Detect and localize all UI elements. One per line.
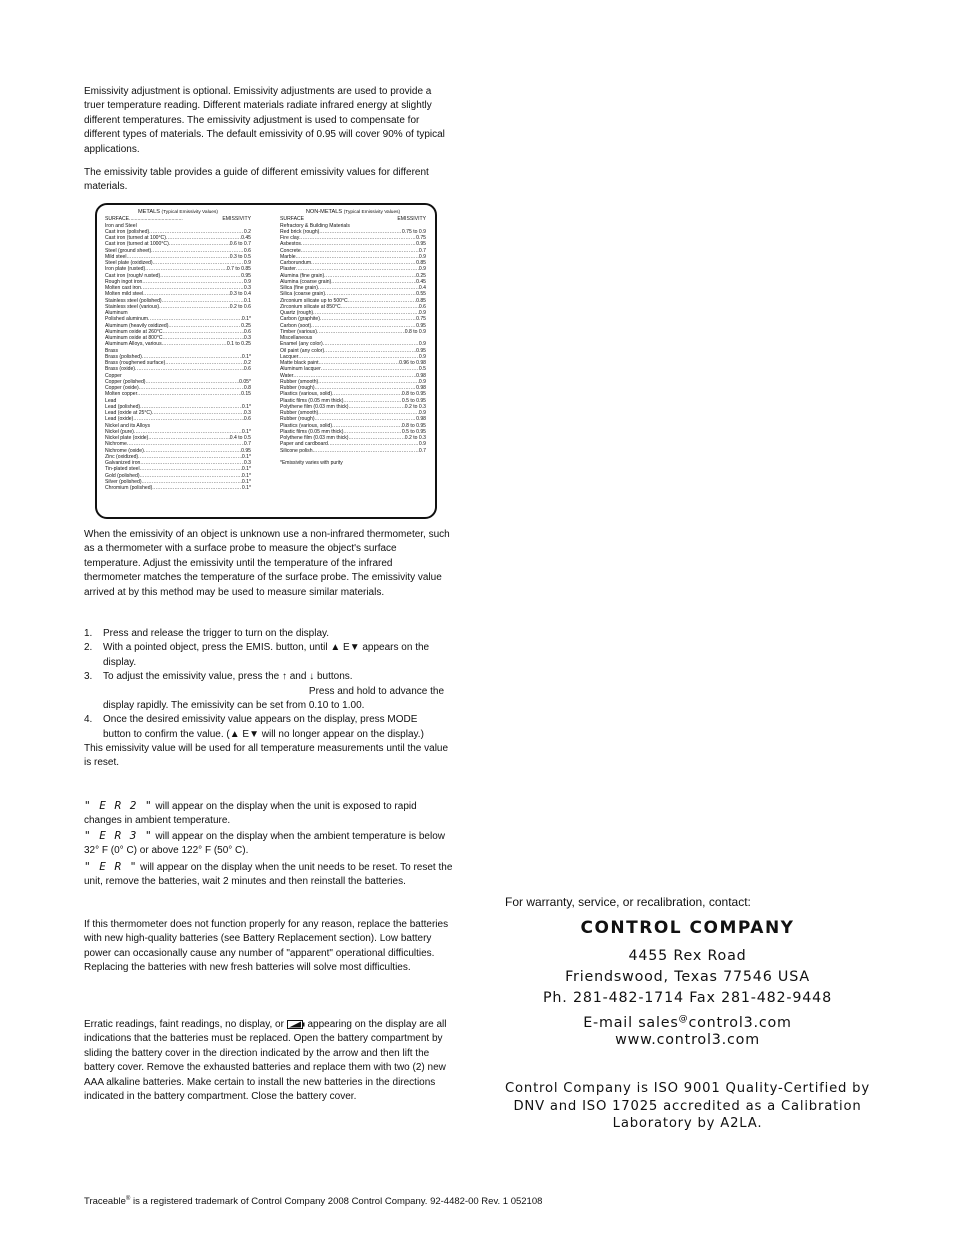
surface-name: Nickel (pure) [105,428,134,435]
error-code: " E R 2 " [84,799,153,812]
emissivity-value: 0.2 [243,360,251,366]
surface-name: Rough ingot iron [105,278,143,285]
leader-dots [137,391,241,397]
company-name: CONTROL COMPANY [580,918,795,938]
contact-heading: For warranty, service, or recalibration, contact: [505,895,751,909]
error-code: " E R " [84,860,138,873]
step-text: With a pointed object, press the EMIS. button, until [103,642,331,654]
surface-name: Lead (oxide at 25°C) [105,410,152,416]
emissivity-value: 0.9 [418,441,426,448]
surface-name: Stainless steel (polished) [105,297,162,304]
surface-name: Cast iron (polished) [105,228,150,235]
surface-name: Lacquer [280,353,299,360]
step-3 [84,670,444,713]
error-text: will appear on the display when the unit is exposed to rapid changes in ambient temperature. [84,801,417,827]
surface-name: Chromium (polished) [105,485,153,491]
emissivity-value: 0.9 [243,278,251,285]
step-text: To adjust the emissivity value, press the ↑ and ↓ buttons. [103,671,353,683]
surface-header: SURFACE...................................... [105,216,183,223]
emissivity-value: 0.1* [241,316,251,323]
table-group-heading: Nickel and its Alloys [105,422,151,429]
emissivity-value: 0.8 to 0.95 [401,391,426,398]
table-row [105,341,251,347]
surface-name: Silicone polish [280,447,313,454]
emissivity-value: 0.8 to 0.95 [401,422,426,429]
surface-name: Quartz (rough) [280,310,314,316]
surface-name: Molten cast iron [105,285,141,291]
surface-name: Carborundum [280,260,312,266]
error-er [84,860,454,890]
surface-name: Rubber (rough) [280,416,315,423]
emissivity-header: EMISSIVITY [222,216,251,223]
surface-name: Marble [280,253,296,260]
emissivity-value: 0.1* [241,453,251,460]
step-text: display rapidly. The emissivity can be set from 0.10 to 1.00. [103,700,365,712]
error-er3 [84,829,454,859]
emissivity-value: 0.95 [241,447,251,454]
emissivity-value: 0.9 [418,410,426,416]
emissivity-value: 0.4 to 0.5 [229,435,251,441]
emissivity-indicator-icon: ▲ E▼ [330,642,360,654]
surface-name: Tin-plated steel [105,466,140,473]
surface-name: Cast iron (turned at 100°C) [105,235,166,241]
metals-subtitle: (Typical Emissivity Values) [161,210,218,215]
surface-name: Nickel plate (oxide) [105,435,149,441]
email-domain: control3.com [688,1014,792,1031]
emissivity-value: 0.5 [418,366,426,373]
metals-rows [105,223,251,492]
surface-name: Molten copper [105,391,138,398]
emissivity-value: 0.98 [416,372,426,379]
surface-name: Aluminum Alloys, various [105,341,162,348]
surface-name: Stainless steel (various) [105,303,160,310]
leader-dots [159,304,230,310]
nonmetals-subtitle: (Typical Emissivity Values) [343,210,401,215]
address-line-1: 4455 Rex Road [628,948,747,964]
emissivity-value: 0.7 [418,247,426,254]
metals-column [105,209,251,491]
emissivity-value: 0.3 to 0.5 [229,253,251,260]
table-group-heading: Copper [105,372,122,379]
emissivity-value: 0.95 [241,272,251,279]
emissivity-value: 0.8 [243,385,251,391]
step-text: Press and hold to advance the [308,685,444,697]
emissivity-value: 0.9 [418,266,426,273]
emissivity-value: 0.85 [416,297,426,304]
emissivity-steps [84,627,444,742]
table-intro-paragraph: The emissivity table provides a guide of different emissivity values for different materials. [84,167,429,193]
surface-name: Plastic films (0.05 mm thick) [280,397,344,404]
surface-name: Zirconium silicate at 850°C [280,303,341,310]
emissivity-value: 0.15 [241,391,251,398]
emissivity-value: 0.3 to 0.4 [229,291,251,298]
step-number: 4. [84,714,93,726]
leader-dots [152,485,242,491]
surface-name: Rubber (rough) [280,385,315,391]
surface-name: Plaster [280,266,296,273]
emissivity-value: 0.25 [416,272,426,279]
surface-name: Asbestos [280,241,301,248]
surface-name: Concrete [280,247,301,254]
error-code: " E R 3 " [84,829,153,842]
emissivity-value: 0.95 [416,241,426,248]
surface-name: Alumina (coarse grain) [280,278,332,285]
phone-fax: Ph. 281-482-1714 Fax 281-482-9448 [543,990,832,1006]
surface-name: Zirconium silicate up to 500°C [280,297,348,304]
registered-mark: ® [125,1196,131,1202]
emissivity-value: 0.1 [243,297,251,304]
footer [84,1196,542,1207]
surface-name: Copper (oxide) [105,385,139,391]
nonmetals-heading [280,209,426,216]
emissivity-indicator-icon: ▲ E▼ [229,728,259,740]
address-line-2: Friendswood, Texas 77546 USA [565,969,810,985]
surface-name: Zinc (oxidized) [105,453,139,460]
emissivity-value: 0.3 [243,335,251,341]
metals-heading [105,209,251,216]
emissivity-value: 0.95 [416,347,426,354]
battery-paragraph [84,1018,450,1104]
step-text: Once the desired emissivity value appears on the display, press MODE button to confirm the value. ( [103,714,418,740]
table-group-heading: Miscellaneous [280,335,313,341]
surface-name: Silica (coarse grain) [280,291,326,298]
step-2 [84,641,444,670]
surface-name: Aluminum oxide at 800°C [105,335,163,341]
step-text: will no longer appear on the display.) [258,728,424,740]
surface-name: Copper (polished) [105,378,146,385]
surface-name: Steel (ground sheet) [105,247,152,254]
surface-name: Nichrome (oxide) [105,447,144,454]
surface-name: Gold (polished) [105,472,140,479]
metals-title: METALS [138,209,160,215]
error-text: will appear on the display when the ambient temperature is below 32° F (0° C) or above 122° F (50° C). [84,831,445,857]
surface-name: Plastic films (0.05 mm thick) [280,428,344,435]
surface-name: Lead (oxide) [105,416,134,423]
emissivity-value: 0.4 [418,285,426,291]
nonmetals-rows [280,223,426,454]
leader-dots [162,341,227,347]
surface-name: Polythene film (0.03 mm thick) [280,403,349,410]
surface-name: Matte black paint [280,360,319,366]
emissivity-value: 0.9 [243,260,251,266]
surface-name: Water [280,372,294,379]
table-group-heading: Refractory & Building Materials [280,222,350,229]
emissivity-value: 0.6 [243,247,251,254]
surface-name: Iron plate (rusted) [105,266,146,273]
surface-name: Enamel (any color) [280,341,323,348]
surface-name: Galvanized iron [105,460,141,466]
emissivity-value: 0.2 [243,228,251,235]
emissivity-value: 0.5 to 0.95 [401,428,426,435]
emissivity-value: 0.9 [418,353,426,360]
emissivity-value: 0.75 to 0.9 [401,228,426,235]
surface-name: Oil paint (any color) [280,347,325,354]
steps-after-paragraph: This emissivity value will be used for all temperature measurements until the value is reset. [84,743,449,769]
unknown-emissivity-paragraph: When the emissivity of an object is unknown use a non-infrared thermometer, such as a thermometer with a surface probe to measure the object's surface temperature. Adjust the emissivity until the temperature of the infrared thermometer matches the temperature of the surface probe. The emissivity value arrived at by this method may be used to measure similar materials. [84,529,450,598]
emissivity-value: 0.98 [416,416,426,423]
emissivity-value: 0.25 [241,322,251,329]
nonmetals-title: NON-METALS [305,209,343,215]
battery-icon [287,1020,305,1029]
emissivity-value: 0.9 [418,310,426,316]
email-text: E-mail sales [583,1014,679,1031]
emissivity-value: 0.6 [243,416,251,423]
surface-name: Alumina (fine grain) [280,272,325,279]
emissivity-value: 0.85 [416,260,426,266]
surface-header: SURFACE [280,216,305,223]
emissivity-value: 0.1* [241,428,251,435]
step-number: 3. [84,671,93,683]
surface-name: Aluminum oxide at 260°C [105,328,163,335]
website-link[interactable]: www.control3.com [615,1032,760,1048]
leader-dots [133,416,244,422]
emissivity-value: 0.95 [416,322,426,329]
footer-text: is a registered trademark of Control Company 2008 Control Company. 92-4482-00 Rev. 1 052108 [130,1196,543,1208]
error-er2 [84,799,454,829]
emissivity-value: 0.7 to 0.85 [226,266,251,273]
emissivity-value: 0.6 [243,366,251,373]
surface-name: Nichrome [105,441,127,448]
emissivity-value: 0.5 to 0.95 [401,397,426,404]
battery-text: appearing on the display are all indications that the batteries must be replaced. Open the battery compartment by sliding the battery cover in the direction indicated by the arrow and then lift the battery cover. Remove the exhausted batteries and replace them with two (2) new AAA alkaline batteries. Make certain to install the new batteries in the directions indicated in the battery compartment. Close the battery cover. [84,1019,447,1103]
emissivity-value: 0.2 to 0.3 [404,403,426,410]
emissivity-value: 0.1* [241,478,251,485]
emissivity-value: 0.1* [241,472,251,479]
surface-name: Polished aluminum [105,316,149,323]
table-group-heading: Iron and Steel [105,222,137,229]
surface-name: Steel plate (oxidized) [105,260,153,266]
emissivity-value: 0.7 [418,447,426,454]
emissivity-value: 0.7 [243,441,251,448]
step-text: appears on the display. [103,642,430,668]
emissivity-value: 0.1* [241,353,251,360]
step-text: Press and release the trigger to turn on the display. [103,628,330,639]
surface-name: Cast iron (rough/ rusted) [105,272,161,279]
emissivity-value: 0.75 [416,235,426,241]
step-number: 1. [84,628,93,639]
emissivity-value: 0.55 [416,291,426,298]
emissivity-value: 0.75 [416,316,426,323]
surface-name: Brass (polished) [105,353,142,360]
table-row [105,391,251,397]
emissivity-value: 0.2 to 0.3 [404,435,426,441]
emissivity-value: 0.45 [416,278,426,285]
surface-name: Fire clay [280,235,300,241]
table-row [105,366,251,372]
emissivity-table [95,203,437,519]
emissivity-value: 0.1 to 0.25 [226,341,251,348]
surface-name: Silica (fine grain) [280,285,318,291]
surface-name: Carbon (graphite) [280,316,320,323]
leader-dots [313,448,419,454]
surface-name: Red brick (rough) [280,228,320,235]
surface-name: Rubber (smooth) [280,378,319,385]
emissivity-value: 0.3 [243,285,251,291]
emissivity-value: 0.9 [418,253,426,260]
table-row [105,485,251,491]
emissivity-value: 0.98 [416,385,426,391]
metals-header-row [105,216,251,222]
intro-paragraph: Emissivity adjustment is optional. Emissivity adjustments are used to provide a truer temperature reading. Different materials radiate infrared energy at slightly different temperatures. The emissivity adjustment is used to compensate for different types of materials. The default emissivity of 0.95 will cover 90% of typical applications. [84,86,445,155]
surface-name: Cast iron (turned at 1000°C) [105,241,169,248]
surface-name: Brass (oxide) [105,366,136,373]
table-group-heading: Brass [105,347,119,354]
leader-dots [317,329,405,335]
emissivity-value: 0.6 [418,303,426,310]
surface-name: Mild steel [105,253,127,260]
table-row [105,416,251,422]
surface-name: Paper and cardboard [280,441,328,448]
emissivity-value: 0.45 [241,235,251,241]
surface-name: Aluminum (heavily oxidized) [105,322,169,329]
surface-name: Aluminum lacquer [280,366,321,373]
emissivity-value: 0.6 [243,328,251,335]
emissivity-value: 0.05* [239,378,251,385]
leader-dots [135,366,244,372]
surface-name: Molten mild steel [105,291,144,298]
surface-name: Silver (polished) [105,478,142,485]
emissivity-value: 0.9 [418,341,426,348]
table-row [280,448,426,454]
surface-name: Polythene film (0.03 mm thick) [280,435,349,441]
emissivity-value: 0.1* [241,403,251,410]
surface-name: Timber (various) [280,328,317,335]
emissivity-value: 0.6 to 0.7 [229,241,251,248]
nonmetals-column [280,209,426,466]
table-group-heading: Lead [105,397,117,404]
surface-name: Lead (polished) [105,403,141,410]
battery-text: Erratic readings, faint readings, no display, or [84,1019,287,1030]
surface-name: Rubber (smooth) [280,410,319,416]
emissivity-value: 0.96 to 0.98 [399,360,426,366]
iso-statement: Control Company is ISO 9001 Quality-Certified by DNV and ISO 17025 accredited as a Calibration Laboratory by A2LA. [505,1081,870,1131]
step-4 [84,713,444,742]
surface-name: Plastics (various, solid) [280,391,333,398]
emissivity-header: EMISSIVITY [397,216,426,223]
emissivity-value: 0.9 [418,378,426,385]
purity-note: *Emissivity varies with purity [280,459,343,466]
surface-name: Brass (roughened surface) [105,360,166,366]
emissivity-value: 0.3 [243,410,251,416]
emissivity-value: 0.3 [243,460,251,466]
surface-name: Plastics (various, solid) [280,422,333,429]
step-1 [84,627,444,641]
emissivity-value: 0.1* [241,466,251,473]
table-group-heading: Aluminum [105,310,128,316]
troubleshooting-paragraph: If this thermometer does not function properly for any reason, replace the batteries with new high-quality batteries (see Battery Replacement section). Low battery power can occasionally cause any number of "apparent" operational difficulties. Replacing the batteries with new fresh batteries will solve most difficulties. [84,919,449,974]
surface-name: Carbon (soot) [280,322,312,329]
emissivity-value: 0.1* [241,485,251,491]
emissivity-value: 0.8 to 0.9 [404,328,426,335]
error-text: will appear on the display when the unit needs to be reset. To reset the unit, remove the batteries, wait 2 minutes and then reinstall the batteries. [84,862,453,888]
emissivity-value: 0.2 to 0.6 [229,303,251,310]
at-sign: @ [678,1014,689,1024]
step-number: 2. [84,642,93,654]
footer-brand: Traceable [84,1196,126,1208]
